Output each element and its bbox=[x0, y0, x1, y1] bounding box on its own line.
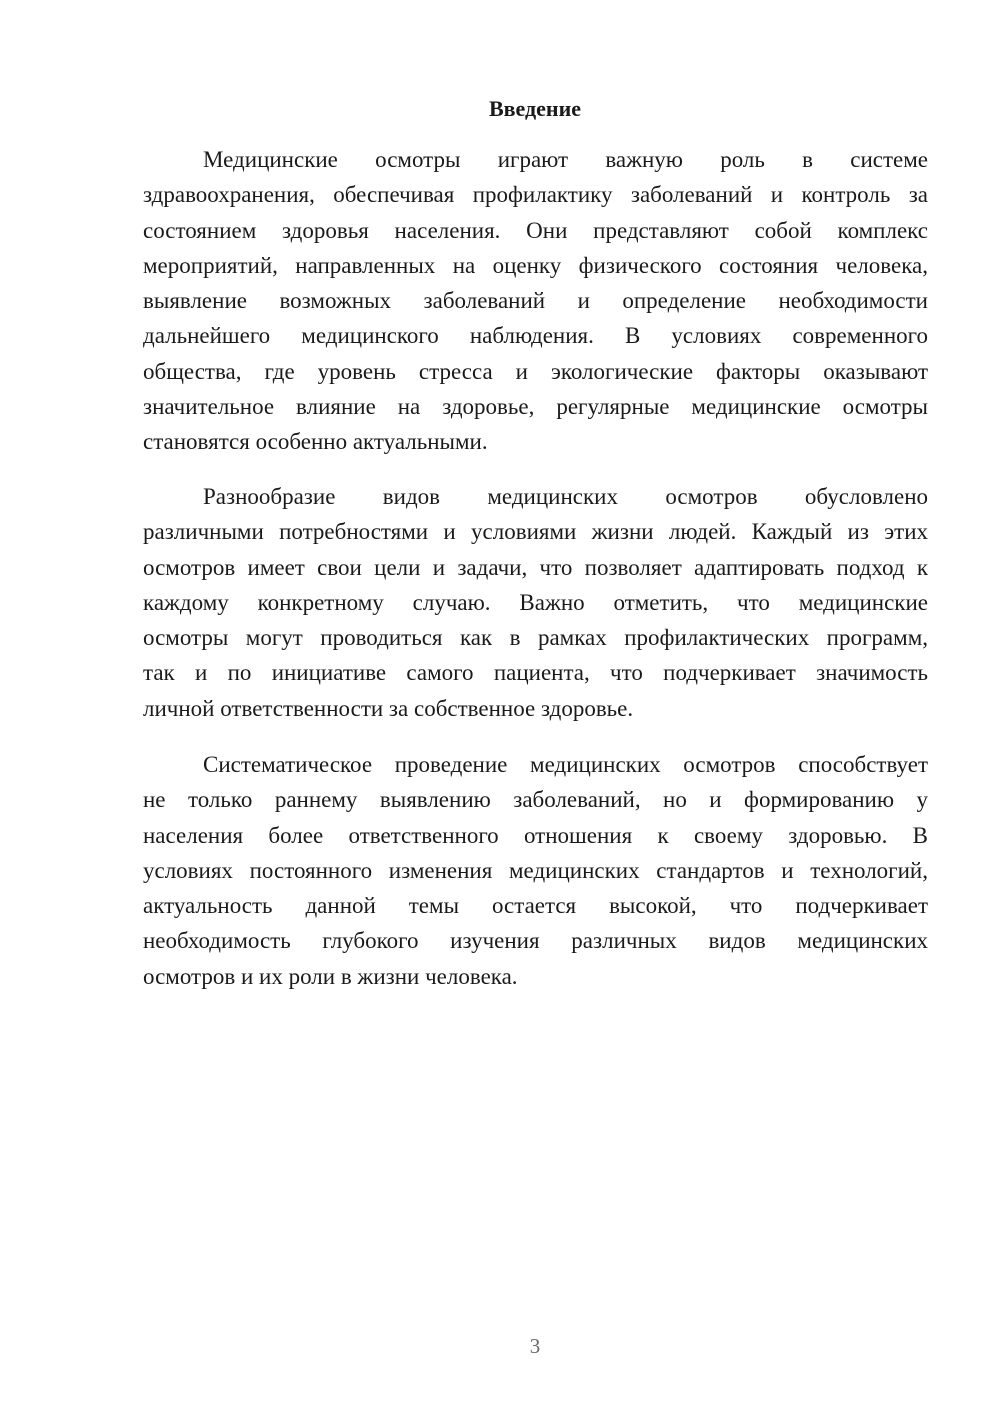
text-line: необходимость глубокого изучения различных видов медицинских bbox=[143, 928, 928, 954]
text-line: дальнейшего медицинского наблюдения. В условиях современного bbox=[143, 323, 928, 349]
text-line: различными потребностями и условиями жизни людей. Каждый из этих bbox=[143, 519, 928, 545]
text-line: каждому конкретному случаю. Важно отметить, что медицинские bbox=[143, 589, 928, 615]
text-line: становятся особенно актуальными. bbox=[143, 429, 488, 455]
paragraph-2 bbox=[143, 479, 928, 726]
text-line: осмотров и их роли в жизни человека. bbox=[143, 963, 518, 989]
paragraph-1 bbox=[143, 142, 928, 460]
page-number: 3 bbox=[529, 1334, 541, 1358]
text-line: Медицинские осмотры играют важную роль в системе bbox=[203, 147, 928, 172]
text-line: общества, где уровень стресса и экологические факторы оказывают bbox=[143, 358, 928, 384]
text-line: осмотры могут проводиться как в рамках профилактических программ, bbox=[143, 625, 928, 651]
paragraph-3 bbox=[143, 747, 928, 994]
text-line: выявление возможных заболеваний и определение необходимости bbox=[143, 288, 928, 314]
text-line: личной ответственности за собственное здоровье. bbox=[143, 695, 634, 721]
text-line: Систематическое проведение медицинских осмотров способствует bbox=[203, 752, 928, 777]
text-line: Разнообразие видов медицинских осмотров обусловлено bbox=[203, 484, 928, 509]
text-line: здравоохранения, обеспечивая профилактику заболеваний и контроль за bbox=[143, 182, 928, 208]
text-line: актуальность данной темы остается высокой, что подчеркивает bbox=[143, 893, 928, 919]
text-line: значительное влияние на здоровье, регулярные медицинские осмотры bbox=[143, 394, 928, 420]
text-line: осмотров имеет свои цели и задачи, что позволяет адаптировать подход к bbox=[143, 554, 928, 580]
text-line: не только раннему выявлению заболеваний, но и формированию у bbox=[143, 787, 928, 813]
text-line: населения более ответственного отношения к своему здоровью. В bbox=[143, 822, 928, 848]
text-line: условиях постоянного изменения медицинских стандартов и технологий, bbox=[143, 857, 928, 883]
text-line: мероприятий, направленных на оценку физического состояния человека, bbox=[143, 252, 928, 278]
section-title: Введение bbox=[488, 96, 582, 121]
text-line: состоянием здоровья населения. Они представляют собой комплекс bbox=[143, 217, 928, 243]
text-line: так и по инициативе самого пациента, что подчеркивает значимость bbox=[143, 660, 928, 686]
